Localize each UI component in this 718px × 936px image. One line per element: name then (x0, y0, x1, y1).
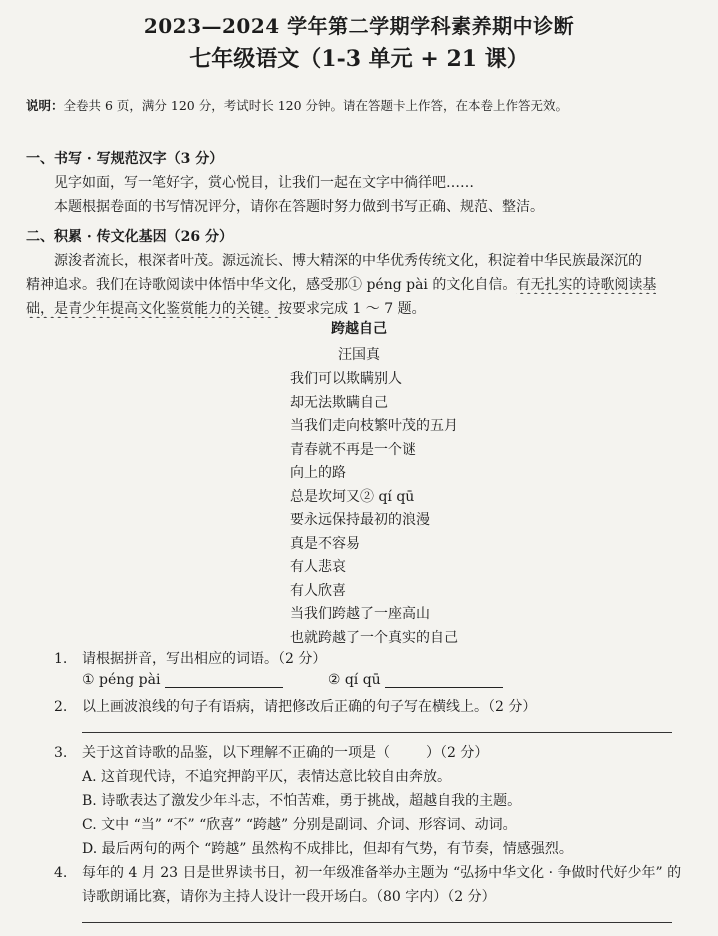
section1-heading: 一、书写 · 写规范汉字（3 分） (26, 151, 224, 167)
question-number: 1. (54, 651, 68, 667)
question-text: 请根据拼音，写出相应的词语。（2 分） (82, 651, 327, 667)
answer-line[interactable] (82, 922, 672, 923)
question-1 (54, 648, 326, 668)
exam-title: 2023—2024 学年第二学期学科素养期中诊断 (143, 14, 575, 38)
question-3 (54, 742, 488, 762)
option-d: D. 最后两句的两个 “跨越” 虽然构不成排比，但却有气势，有节奏，情感强烈。 (82, 841, 573, 857)
note-text: 全卷共 6 页，满分 120 分，考试时长 120 分钟。请在答题卡上作答，在本卷上作答无效。 (63, 98, 569, 113)
poem-line: 却无法欺瞒自己 (290, 394, 388, 411)
section2-heading: 二、积累 · 传文化基因（26 分） (26, 229, 233, 245)
question-text: 以上画波浪线的句子有语病，请把修改后正确的句子写在横线上。（2 分） (82, 699, 537, 715)
poem-line: 真是不容易 (290, 535, 360, 552)
option-a: A. 这首现代诗，不追究押韵平仄，表情达意比较自由奔放。 (82, 769, 452, 785)
intro-text: 精神追求。我们在诗歌阅读中体悟中华文化，感受那① péng pài 的文化自信。 (26, 277, 517, 293)
wavy-sentence-part1: 有无扎实的诗歌阅读基 (516, 277, 657, 293)
poem-line: 青春就不再是一个谜 (290, 441, 416, 458)
poem-line: 当我们走向枝繁叶茂的五月 (290, 418, 458, 434)
question-points: ）（2 分） (426, 745, 489, 761)
question-2 (54, 696, 536, 716)
poem-line: 总是坎坷又② qí qū (290, 488, 415, 505)
wavy-sentence-part2: 础，是青少年提高文化鉴赏能力的关键。 (26, 301, 278, 317)
section2-intro-line3 (26, 298, 426, 318)
poem-body (290, 368, 458, 650)
poem-line: 也就跨越了一个真实的自己 (290, 629, 458, 646)
option-c: C. 文中 “当” “不” “欣喜” “跨越” 分别是副词、介词、形容词、动词。 (82, 817, 517, 833)
question-number: 2. (54, 699, 68, 715)
question-4-line2: 诗歌朗诵比赛，请你为主持人设计一段开场白。（80 字内）（2 分） (82, 889, 496, 905)
poem-line: 向上的路 (290, 465, 346, 481)
note-label: 说明： (26, 98, 64, 113)
section1-line1: 见字如面，写一笔好字，赏心悦目，让我们一起在文字中徜徉吧…… (54, 175, 474, 191)
option-b: B. 诗歌表达了激发少年斗志，不怕苦难，勇于挑战，超越自我的主题。 (82, 793, 522, 809)
poem-line: 我们可以欺瞒别人 (290, 371, 402, 387)
question-number: 4. (54, 865, 68, 881)
section1-line2: 本题根据卷面的书写情况评分，请你在答题时努力做到书写正确、规范、整洁。 (54, 199, 544, 215)
answer-blank-a[interactable] (165, 673, 283, 688)
poem-line: 有人欣喜 (290, 582, 346, 599)
poem-line: 要永远保持最初的浪漫 (290, 512, 430, 528)
answer-blank-b[interactable] (385, 673, 503, 688)
question-1-blanks (82, 672, 503, 688)
instructions-note (26, 96, 696, 114)
blank-label-a: ① péng pài (82, 672, 161, 688)
poem-line: 当我们跨越了一座高山 (290, 606, 430, 622)
poem-line: 有人悲哀 (290, 559, 346, 575)
blank-label-b: ② qí qū (327, 672, 381, 688)
section2-intro-line2 (26, 274, 656, 294)
intro-instruction: 按要求完成 1 ～ 7 题。 (278, 301, 426, 317)
section2-intro-line1: 源浚者流长，根深者叶茂。源远流长、博大精深的中华优秀传统文化，积淀着中华民族最深沉的 (54, 253, 642, 269)
question-4 (54, 862, 681, 882)
poem-author: 汪国真 (338, 347, 380, 363)
exam-subtitle: 七年级语文（1-3 单元 + 21 课） (189, 46, 529, 72)
question-number: 3. (54, 745, 68, 761)
question-text: 每年的 4 月 23 日是世界读书日，初一年级准备举办主题为 “弘扬中华文化 · 争做时代好少年” 的 (82, 865, 682, 881)
poem-title: 跨越自己 (331, 321, 387, 337)
question-text: 关于这首诗歌的品鉴，以下理解不正确的一项是（ (82, 745, 390, 761)
answer-line[interactable] (82, 732, 672, 733)
